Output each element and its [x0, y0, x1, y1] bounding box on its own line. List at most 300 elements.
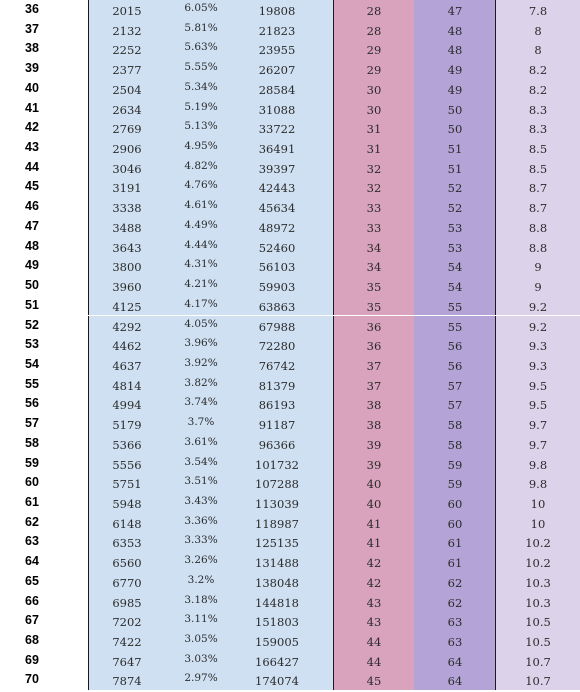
purple-cell: [414, 532, 495, 552]
stat-value-e: 8.5: [528, 161, 548, 176]
level-label: 55: [25, 376, 39, 391]
stat-value-e: 10.2: [525, 556, 551, 571]
stat-value-d: 56: [447, 339, 463, 354]
stat-value-a: 3643: [112, 240, 142, 255]
stat-percent: 4.17%: [184, 297, 218, 310]
stat-value-e: 10.3: [525, 595, 551, 610]
lavender-cell: [495, 296, 580, 316]
table-row: [0, 631, 580, 651]
level-label: 61: [25, 495, 39, 509]
stat-value-b: 76742: [258, 358, 296, 373]
stat-value-b: 81379: [258, 378, 296, 393]
level-cell: [0, 158, 88, 178]
stat-value-b: 96366: [258, 437, 296, 452]
table-row: [0, 375, 580, 395]
stats-cell: [88, 335, 334, 355]
stat-value-e: 9.8: [528, 457, 548, 472]
stat-percent: 5.55%: [184, 61, 218, 74]
purple-cell: [414, 631, 495, 651]
lavender-cell: [495, 256, 580, 276]
stat-percent: 3.2%: [187, 573, 215, 586]
stat-percent: 3.7%: [187, 416, 215, 429]
table-row: [0, 572, 580, 592]
stat-value-d: 57: [447, 378, 463, 393]
stats-cell: [88, 592, 334, 612]
stat-value-d: 48: [447, 43, 463, 58]
stat-value-e: 8: [534, 43, 542, 58]
level-cell: [0, 99, 88, 119]
stat-value-b: 59903: [258, 280, 296, 295]
table-row: [0, 0, 580, 20]
stat-value-a: 4814: [112, 378, 142, 393]
pink-cell: [334, 217, 414, 237]
table-row: [0, 138, 580, 158]
stat-value-a: 5751: [112, 477, 142, 492]
stat-value-d: 48: [447, 23, 463, 38]
stat-percent: 3.03%: [184, 652, 218, 665]
stats-cell: [88, 197, 334, 217]
table-row: [0, 611, 580, 631]
purple-cell: [414, 414, 495, 434]
purple-cell: [414, 513, 495, 533]
purple-cell: [414, 493, 495, 513]
lavender-cell: [495, 118, 580, 138]
stat-value-a: 7647: [112, 654, 142, 669]
level-cell: [0, 592, 88, 612]
stat-value-a: 5556: [112, 457, 142, 472]
stat-value-e: 8.7: [528, 181, 548, 196]
pink-cell: [334, 177, 414, 197]
stat-value-a: 3960: [112, 280, 142, 295]
stat-value-e: 9: [534, 260, 542, 275]
stat-value-c: 33: [366, 201, 382, 216]
stat-percent: 6.05%: [184, 2, 218, 14]
purple-cell: [414, 454, 495, 474]
stat-value-d: 47: [447, 4, 463, 18]
pink-cell: [334, 79, 414, 99]
level-cell: [0, 138, 88, 158]
table-row: [0, 355, 580, 375]
level-cell: [0, 513, 88, 533]
lavender-cell: [495, 375, 580, 395]
stat-value-d: 55: [447, 319, 463, 334]
level-cell: [0, 0, 88, 20]
level-label: 60: [25, 475, 39, 490]
pink-cell: [334, 670, 414, 690]
stat-percent: 4.44%: [184, 238, 218, 251]
table-row: [0, 316, 580, 336]
stat-value-e: 7.8: [528, 4, 548, 18]
lavender-cell: [495, 99, 580, 119]
stat-value-b: 23955: [258, 43, 296, 58]
purple-cell: [414, 355, 495, 375]
purple-cell: [414, 237, 495, 257]
stat-value-d: 52: [447, 181, 463, 196]
pink-cell: [334, 532, 414, 552]
level-label: 42: [25, 120, 39, 135]
stat-value-a: 3338: [112, 201, 142, 216]
stat-value-e: 8: [534, 23, 542, 38]
level-cell: [0, 316, 88, 336]
stat-value-c: 43: [366, 615, 382, 630]
table-row: [0, 493, 580, 513]
pink-cell: [334, 355, 414, 375]
stat-value-e: 9.5: [528, 398, 548, 413]
stat-value-a: 3488: [112, 220, 142, 235]
purple-cell: [414, 473, 495, 493]
stat-value-c: 33: [366, 220, 382, 235]
stat-value-e: 10.2: [525, 536, 551, 551]
stat-value-a: 5948: [112, 497, 142, 511]
level-label: 67: [25, 613, 39, 628]
stat-value-c: 34: [366, 260, 382, 275]
pink-cell: [334, 59, 414, 79]
stats-cell: [88, 39, 334, 59]
stat-value-b: 33722: [258, 122, 296, 137]
stat-value-d: 61: [447, 536, 463, 551]
stat-value-a: 7202: [112, 615, 142, 630]
stat-value-d: 54: [447, 280, 463, 295]
level-cell: [0, 177, 88, 197]
level-label: 68: [25, 633, 39, 648]
stat-value-c: 40: [366, 477, 382, 492]
purple-cell: [414, 375, 495, 395]
table-row: [0, 670, 580, 690]
level-cell: [0, 217, 88, 237]
stats-cell: [88, 670, 334, 690]
purple-cell: [414, 256, 495, 276]
stat-value-c: 34: [366, 240, 382, 255]
lavender-cell: [495, 276, 580, 296]
level-cell: [0, 335, 88, 355]
table-row: [0, 177, 580, 197]
level-label: 51: [25, 297, 39, 312]
stat-value-c: 42: [366, 556, 382, 571]
lavender-cell: [495, 158, 580, 178]
level-cell: [0, 572, 88, 592]
lavender-cell: [495, 572, 580, 592]
level-cell: [0, 552, 88, 572]
table-row: [0, 532, 580, 552]
stat-percent: 5.34%: [184, 80, 218, 93]
stat-value-c: 36: [366, 339, 382, 354]
level-label: 58: [25, 435, 39, 450]
stat-value-a: 6770: [112, 575, 142, 590]
stat-value-e: 8.2: [528, 63, 548, 78]
stat-value-a: 3046: [112, 161, 142, 176]
stat-value-a: 2132: [112, 23, 142, 38]
stat-value-c: 45: [366, 674, 382, 689]
table-row: [0, 39, 580, 59]
level-label: 45: [25, 179, 39, 194]
stat-value-a: 7874: [112, 674, 142, 689]
stat-value-d: 61: [447, 556, 463, 571]
purple-cell: [414, 552, 495, 572]
stat-percent: 5.81%: [184, 21, 218, 34]
stat-value-c: 31: [366, 122, 382, 137]
lavender-cell: [495, 237, 580, 257]
level-label: 40: [25, 80, 39, 95]
lavender-cell: [495, 532, 580, 552]
table-row: [0, 158, 580, 178]
stat-value-d: 63: [447, 615, 463, 630]
stats-cell: [88, 158, 334, 178]
stats-cell: [88, 296, 334, 316]
level-cell: [0, 631, 88, 651]
purple-cell: [414, 611, 495, 631]
stat-value-d: 64: [447, 674, 463, 689]
stats-cell: [88, 572, 334, 592]
stat-value-e: 8.7: [528, 201, 548, 216]
stat-percent: 4.49%: [184, 218, 218, 231]
stats-cell: [88, 177, 334, 197]
level-label: 38: [25, 41, 39, 56]
table-row: [0, 454, 580, 474]
stat-value-d: 55: [447, 299, 463, 314]
purple-cell: [414, 572, 495, 592]
table-row: [0, 651, 580, 671]
stats-cell: [88, 454, 334, 474]
stats-cell: [88, 631, 334, 651]
lavender-cell: [495, 651, 580, 671]
stat-percent: 4.05%: [184, 317, 218, 330]
stat-value-e: 10: [530, 497, 546, 511]
table-row: [0, 256, 580, 276]
level-label: 59: [25, 455, 39, 470]
stat-value-c: 44: [366, 654, 382, 669]
purple-cell: [414, 39, 495, 59]
stat-value-b: 159005: [255, 635, 299, 650]
stat-value-e: 8.8: [528, 240, 548, 255]
stat-value-d: 58: [447, 437, 463, 452]
purple-cell: [414, 434, 495, 454]
table-row: [0, 592, 580, 612]
stat-value-e: 9.7: [528, 437, 548, 452]
level-cell: [0, 394, 88, 414]
table-row: [0, 217, 580, 237]
pink-cell: [334, 276, 414, 296]
purple-cell: [414, 651, 495, 671]
stat-value-d: 50: [447, 122, 463, 137]
pink-cell: [334, 197, 414, 217]
level-cell: [0, 414, 88, 434]
lavender-cell: [495, 414, 580, 434]
lavender-cell: [495, 670, 580, 690]
stat-value-a: 5366: [112, 437, 142, 452]
level-cell: [0, 651, 88, 671]
level-label: 49: [25, 258, 39, 273]
pink-cell: [334, 513, 414, 533]
stat-value-c: 35: [366, 280, 382, 295]
stats-cell: [88, 552, 334, 572]
stat-value-c: 39: [366, 437, 382, 452]
pink-cell: [334, 434, 414, 454]
level-label: 70: [25, 672, 39, 687]
level-cell: [0, 256, 88, 276]
stats-cell: [88, 316, 334, 336]
stat-value-d: 63: [447, 635, 463, 650]
stat-value-e: 9.2: [528, 299, 548, 314]
stat-value-c: 28: [366, 23, 382, 38]
table-row: [0, 59, 580, 79]
purple-cell: [414, 592, 495, 612]
stats-cell: [88, 138, 334, 158]
stat-value-e: 10: [530, 516, 546, 531]
stat-value-e: 8.8: [528, 220, 548, 235]
stat-percent: 5.13%: [184, 120, 218, 133]
stat-value-c: 29: [366, 63, 382, 78]
stat-value-a: 3800: [112, 260, 142, 275]
stat-percent: 3.36%: [184, 514, 218, 527]
stat-value-a: 4125: [112, 299, 142, 314]
stats-cell: [88, 355, 334, 375]
stat-percent: 4.82%: [184, 159, 218, 172]
pink-cell: [334, 158, 414, 178]
level-cell: [0, 237, 88, 257]
stat-percent: 3.74%: [184, 396, 218, 409]
stat-value-c: 30: [366, 82, 382, 97]
table-row: [0, 394, 580, 414]
lavender-cell: [495, 355, 580, 375]
purple-cell: [414, 335, 495, 355]
stat-percent: 3.61%: [184, 435, 218, 448]
table-row: [0, 414, 580, 434]
stats-cell: [88, 20, 334, 40]
lavender-cell: [495, 20, 580, 40]
stat-value-b: 56103: [258, 260, 296, 275]
lavender-cell: [495, 217, 580, 237]
stat-value-d: 59: [447, 477, 463, 492]
stats-cell: [88, 434, 334, 454]
stats-cell: [88, 276, 334, 296]
pink-cell: [334, 237, 414, 257]
lavender-cell: [495, 592, 580, 612]
level-label: 41: [25, 100, 39, 115]
table-row: [0, 197, 580, 217]
stat-value-c: 38: [366, 418, 382, 433]
pink-cell: [334, 335, 414, 355]
stats-cell: [88, 375, 334, 395]
lavender-cell: [495, 394, 580, 414]
stat-value-d: 59: [447, 457, 463, 472]
stat-value-e: 8.3: [528, 122, 548, 137]
stat-value-e: 8.3: [528, 102, 548, 117]
stat-value-d: 53: [447, 240, 463, 255]
stat-value-e: 8.5: [528, 142, 548, 157]
stats-cell: [88, 118, 334, 138]
stat-value-d: 49: [447, 82, 463, 97]
stat-value-a: 4994: [112, 398, 142, 413]
purple-cell: [414, 177, 495, 197]
stat-percent: 3.05%: [184, 633, 218, 646]
stat-value-b: 67988: [258, 319, 296, 334]
table-row: [0, 276, 580, 296]
pink-cell: [334, 572, 414, 592]
stat-value-c: 35: [366, 299, 382, 314]
level-label: 43: [25, 140, 39, 155]
stat-value-b: 36491: [258, 142, 296, 157]
stat-percent: 3.82%: [184, 376, 218, 389]
stat-value-b: 91187: [258, 418, 296, 433]
purple-cell: [414, 394, 495, 414]
table-row: [0, 118, 580, 138]
stat-percent: 2.97%: [184, 672, 218, 685]
level-cell: [0, 454, 88, 474]
stat-value-a: 2634: [112, 102, 142, 117]
level-cell: [0, 375, 88, 395]
stat-value-d: 62: [447, 575, 463, 590]
stat-value-a: 4462: [112, 339, 142, 354]
lavender-cell: [495, 454, 580, 474]
stat-value-b: 52460: [258, 240, 296, 255]
level-cell: [0, 118, 88, 138]
pink-cell: [334, 99, 414, 119]
purple-cell: [414, 217, 495, 237]
stats-cell: [88, 532, 334, 552]
purple-cell: [414, 197, 495, 217]
stat-value-c: 38: [366, 398, 382, 413]
stats-cell: [88, 414, 334, 434]
stat-value-b: 174074: [255, 674, 299, 689]
stat-value-d: 60: [447, 516, 463, 531]
stat-value-d: 51: [447, 161, 463, 176]
pink-cell: [334, 39, 414, 59]
stat-value-b: 101732: [255, 457, 299, 472]
stat-value-a: 4637: [112, 358, 142, 373]
stat-value-c: 31: [366, 142, 382, 157]
stats-cell: [88, 473, 334, 493]
stat-percent: 3.54%: [184, 455, 218, 468]
purple-cell: [414, 79, 495, 99]
lavender-cell: [495, 552, 580, 572]
lavender-cell: [495, 611, 580, 631]
lavender-cell: [495, 138, 580, 158]
stat-value-c: 32: [366, 161, 382, 176]
stat-value-a: 4292: [112, 319, 142, 334]
stat-value-e: 9.7: [528, 418, 548, 433]
purple-cell: [414, 670, 495, 690]
stat-value-c: 41: [366, 516, 382, 531]
lavender-cell: [495, 513, 580, 533]
stat-value-e: 9.5: [528, 378, 548, 393]
lavender-cell: [495, 79, 580, 99]
level-label: 46: [25, 199, 39, 214]
stat-value-c: 30: [366, 102, 382, 117]
level-label: 44: [25, 159, 39, 174]
purple-cell: [414, 296, 495, 316]
stat-value-a: 2504: [112, 82, 142, 97]
table-row: [0, 79, 580, 99]
level-cell: [0, 532, 88, 552]
stat-percent: 4.76%: [184, 179, 218, 192]
purple-cell: [414, 138, 495, 158]
stat-value-a: 7422: [112, 635, 142, 650]
stat-value-a: 2252: [112, 43, 142, 58]
lavender-cell: [495, 335, 580, 355]
stat-value-a: 2377: [112, 63, 142, 78]
lavender-cell: [495, 39, 580, 59]
stat-value-b: 144818: [255, 595, 299, 610]
stat-value-e: 9.3: [528, 358, 548, 373]
stat-value-d: 56: [447, 358, 463, 373]
stat-value-d: 64: [447, 654, 463, 669]
stat-percent: 5.19%: [184, 100, 218, 113]
purple-cell: [414, 158, 495, 178]
stat-value-b: 107288: [255, 477, 299, 492]
stat-value-b: 138048: [255, 575, 299, 590]
stat-value-c: 44: [366, 635, 382, 650]
level-cell: [0, 20, 88, 40]
